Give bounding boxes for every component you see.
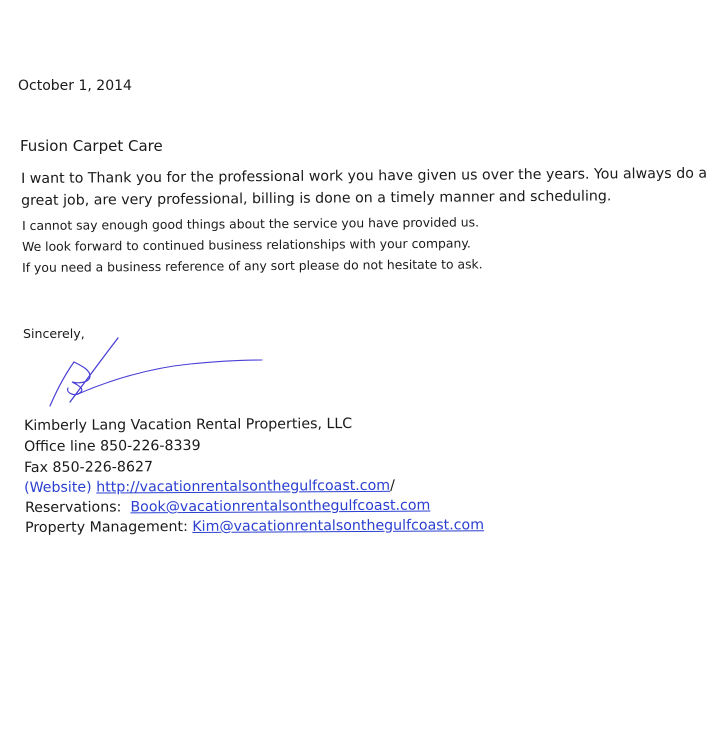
- body-line-3: I cannot say enough good things about the service you have provided us.: [21, 214, 480, 233]
- recipient-name: Fusion Carpet Care: [20, 137, 163, 155]
- sender-company: Kimberly Lang Vacation Rental Properties, LLC: [23, 415, 353, 434]
- website-line: [24, 479, 395, 495]
- office-phone: Office line 850-226-8339: [23, 437, 201, 455]
- website-label: (Website): [23, 479, 92, 496]
- property-management-email-link[interactable]: Kim@vacationrentalsonthegulfcoast.com: [192, 517, 485, 535]
- website-trailing-slash: /: [390, 477, 395, 494]
- reservations-email-link[interactable]: Book@vacationrentalsonthegulfcoast.com: [130, 497, 431, 516]
- body-line-2: great job, are very professional, billing is done on a timely manner and scheduling.: [20, 188, 612, 209]
- body-line-5: If you need a business reference of any sort please do not hesitate to ask.: [21, 256, 483, 275]
- handwritten-signature: [40, 332, 280, 412]
- website-link[interactable]: http://vacationrentalsonthegulfcoast.com: [96, 477, 391, 496]
- body-line-1: I want to Thank you for the professional work you have given us over the years. You always do a: [20, 165, 708, 187]
- fax-number: Fax 850-226-8627: [23, 459, 154, 476]
- property-management-label: Property Management:: [24, 519, 188, 536]
- reservations-line: [25, 499, 430, 516]
- closing: Sincerely,: [23, 326, 85, 341]
- body-line-4: We look forward to continued business relationships with your company.: [21, 235, 471, 254]
- letter-date: October 1, 2014: [18, 78, 132, 94]
- property-management-line: [25, 518, 484, 535]
- reservations-label: Reservations:: [24, 499, 122, 516]
